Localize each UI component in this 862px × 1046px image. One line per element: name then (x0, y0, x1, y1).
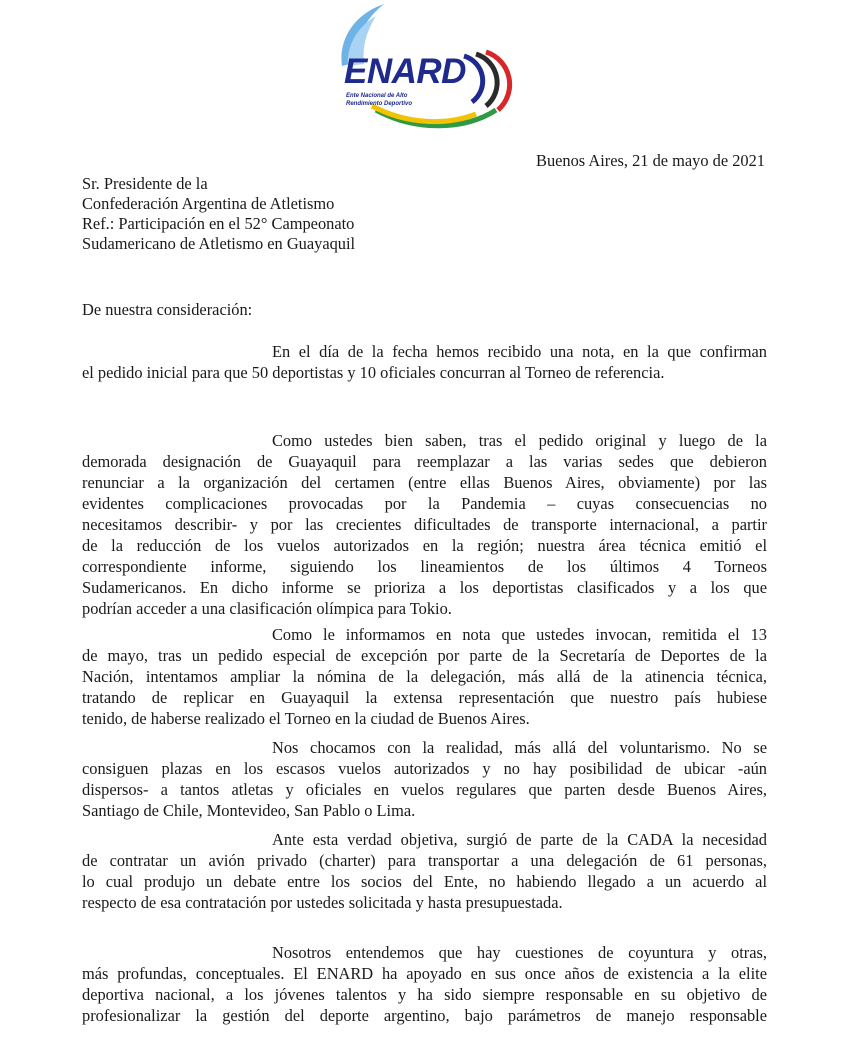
paragraph-2 (82, 430, 767, 619)
paragraph-3 (82, 624, 767, 729)
paragraph-line: de mayo, tras un pedido especial de excepción por parte de la Secretaría de Deportes de la (82, 646, 767, 665)
paragraph-line: renunciar a la organización del certamen (entre ellas Buenos Aires, obviamente) por las (82, 473, 767, 492)
paragraph-line: deportiva nacional, a los jóvenes talentos y ha sido siempre responsable en su objetivo de (82, 985, 767, 1004)
logo-wordmark: ENARD (344, 52, 466, 91)
letter-date: Buenos Aires, 21 de mayo de 2021 (536, 151, 765, 170)
paragraph-4 (82, 737, 767, 821)
paragraph-line: demorada designación de Guayaquil para reemplazar a las varias sedes que debieron (82, 452, 767, 471)
paragraph-line: Nos chocamos con la realidad, más allá del voluntarismo. No se (272, 738, 767, 757)
paragraph-line: Nación, intentamos ampliar la nómina de la delegación, más allá de la atinencia técnica, (82, 667, 767, 686)
paragraph-line: de la reducción de los vuelos autorizados en la región; nuestra área técnica emitió el (82, 536, 767, 555)
paragraph-6 (82, 942, 767, 1026)
paragraph-5 (82, 829, 767, 913)
paragraph-line: Ante esta verdad objetiva, surgió de parte de la CADA la necesidad (272, 830, 767, 849)
paragraph-line: respecto de esa contratación por ustedes solicitada y hasta presupuestada. (82, 893, 563, 912)
paragraph-line: consiguen plazas en los escasos vuelos autorizados y no hay posibilidad de ubicar -aún (82, 759, 767, 778)
paragraph-1 (82, 341, 767, 383)
salutation: De nuestra consideración: (82, 300, 253, 319)
paragraph-line: de contratar un avión privado (charter) para transportar a una delegación de 61 personas, (82, 851, 767, 870)
paragraph-line: evidentes complicaciones provocadas por la Pandemia – cuyas consecuencias no (82, 494, 767, 513)
paragraph-line: podrían acceder a una clasificación olímpica para Tokio. (82, 599, 452, 618)
paragraph-line: lo cual produjo un debate entre los socios del Ente, no habiendo llegado a un acuerdo al (82, 872, 767, 891)
recipient-line: Sr. Presidente de la (82, 174, 208, 193)
paragraph-line: tenido, de haberse realizado el Torneo en la ciudad de Buenos Aires. (82, 709, 530, 728)
recipient-block (82, 174, 355, 254)
recipient-line: Confederación Argentina de Atletismo (82, 194, 335, 213)
paragraph-line: tratando de replicar en Guayaquil la extensa representación que nuestro país hubiese (82, 688, 767, 707)
logo-subtitle: Ente Nacional de Alto Rendimiento Deportivo (346, 93, 413, 107)
paragraph-line: necesitamos describir- y por las crecientes dificultades de transporte internacional, a partir (82, 515, 767, 534)
paragraph-line: En el día de la fecha hemos recibido una nota, en la que confirman (272, 342, 767, 361)
paragraph-line: dispersos- a tantos atletas y oficiales en vuelos regulares que parten desde Buenos Aires, (82, 780, 767, 799)
reference-line: Sudamericano de Atletismo en Guayaquil (82, 234, 356, 253)
paragraph-line: Santiago de Chile, Montevideo, San Pablo o Lima. (82, 801, 416, 820)
paragraph-line: profesionalizar la gestión del deporte argentino, bajo parámetros de manejo responsable (82, 1006, 767, 1025)
paragraph-line: Sudamericanos. En dicho informe se prioriza a los deportistas clasificados y a los que (82, 578, 767, 597)
paragraph-line: correspondiente informe, siguiendo los lineamientos de los últimos 4 Torneos (82, 557, 767, 576)
paragraph-line: más profundas, conceptuales. El ENARD ha apoyado en sus once años de existencia a la elite (82, 964, 767, 983)
reference-line: Ref.: Participación en el 52° Campeonato (82, 214, 355, 233)
paragraph-line: el pedido inicial para que 50 deportistas y 10 oficiales concurran al Torneo de referencia. (82, 363, 665, 382)
paragraph-line: Nosotros entendemos que hay cuestiones de coyuntura y otras, (272, 943, 767, 962)
paragraph-line: Como le informamos en nota que ustedes invocan, remitida el 13 (272, 625, 767, 644)
paragraph-line: Como ustedes bien saben, tras el pedido original y luego de la (272, 431, 767, 450)
